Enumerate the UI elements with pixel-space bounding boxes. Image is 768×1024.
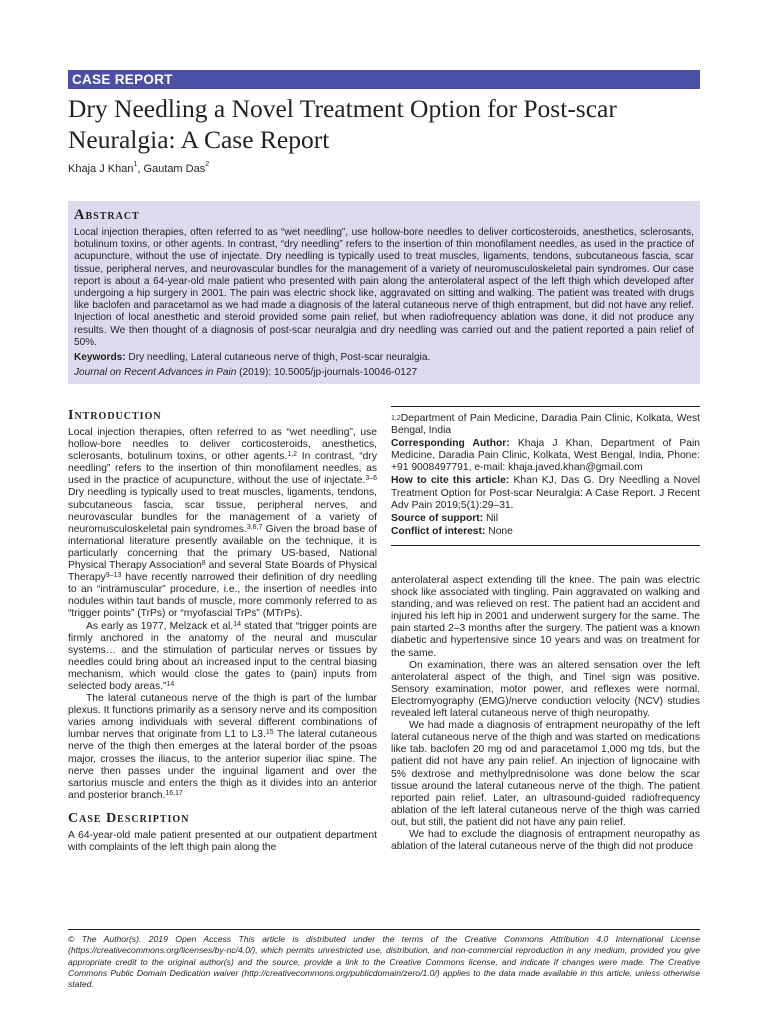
citation-ref: 3,6,7 <box>246 523 263 531</box>
article-info-box <box>391 406 700 546</box>
journal-citation <box>74 367 694 379</box>
paragraph: Local injection therapies, often referred to as “wet needling”, use hollow-bore needles to deliver corticosteroids, anesthetics, sclerosants, botulinum toxins, or other agents.$^{1,2}$ In contrast, “dry needling” refers to the insertion of thin monofilament needles, as used in the practice of acupuncture, without the use of injectate.$^{3-6}$ Dry needling is typically used to treat muscles, ligaments, tendons, subcutaneous fascia, scar tissue, peripheral nerves, and neurovascular bundles for the management of a variety of neuromusculoskeletal pain syndromes.$^{3,6,7}$ Given the broad base of international literature presently available on the technique, it is particularly concerning that the primary US-based, National Physical Therapy Association$^8$ and several State Boards of Physical Therapy$^{9-13}$ have recently narrowed their definition of dry needling to an “intramuscular” procedure, i.e., the insertion of needles into nodules within taut bands of muscle, more commonly referred to as “trigger points” (TrPs) or “myofascial TrPs” (MTrPs). <box>68 427 377 620</box>
keywords-value: Dry needling, Lateral cutaneous nerve of thigh, Post-scar neuralgia. <box>125 352 431 364</box>
author-separator: , <box>137 163 144 175</box>
paragraph: As early as 1977, Melzack et al.$^{14}$ stated that “trigger points are firmly anchored in the anatomy of the neural and muscular systems… and the stimulation of particular nerves or tissues by needles could bring about an increased input to the central biasing mechanism, which would close the gates to (pain) inputs from selected body areas.”$^{14}$ <box>68 620 377 692</box>
license-footer: © The Author(s). 2019 Open Access This article is distributed under the terms of the Creative Commons Attribution 4.0 International License (https://creativecommons.org/licenses/by-nc/4.0/), which permits unrestricted use, distribution, and non-commercial reproduction in any medium, provided you give appropriate credit to the original author(s) and the source, provide a link to the Creative Commons license, and indicate if changes were made. The Creative Commons Public Domain Dedication waiver (http://creativecommons.org/publicdomain/zero/1.0/) applies to the data made available in this article, unless otherwise stated. <box>68 929 700 990</box>
citation-ref: 14 <box>233 620 241 628</box>
journal-name: Journal on Recent Advances in Pain <box>74 367 237 379</box>
paragraph: The lateral cutaneous nerve of the thigh is part of the lumbar plexus. It functions primarily as a sensory nerve and its composition varies among individuals with several different combinations of lumbar nerves that originate from L1 to L3.15 The lateral cutaneous nerve of the thigh then emerges at the lateral border of the psoas major, crosses the iliacus, to the anterior superior iliac spine. The nerve then passes under the inguinal ligament and over the sartorius muscle and enters the thigh as it divides into an anterior and posterior branch.$^{16,17}$ <box>68 693 377 801</box>
citation-ref: 3–6 <box>365 475 377 483</box>
paragraph: A 64-year-old male patient presented at our outpatient department with complaints of the left thigh pain along the <box>68 829 377 853</box>
author-list <box>68 163 209 175</box>
abstract-text: Local injection therapies, often referred to as “wet needling”, use hollow-bore needles to deliver corticosteroids, anesthetics, sclerosants, botulinum toxins, or other agents. In contrast, “dry needling” refers to the insertion of thin monofilament needles, as used in the practice of acupuncture, without the use of injectate. Dry needling is typically used to treat muscles, ligaments, tendons, subcutaneous fascia, scar tissue, peripheral nerves, and neurovascular bundles for the management of a variety of neuromusculoskeletal pain syndromes. Our case report is about a 64-year-old male patient who presented with pain along the anterolateral aspect of the left thigh which developed after undergoing a hip surgery in 2001. The pain was electric shock like, aggravated on sitting and walking. The patient was treated with drugs like baclofen and paracetamol as we had made a diagnosis of the lateral cutaneous nerve of thigh entrapment, but did not have any relief. Injection of local anesthetic and steroid provided some pain relief, but when radiofrequency ablation was done, it did not produce any results. We then thought of a diagnosis of post-scar neuralgia and dry needling was carried out and the patient reported a pain relief of 50%. <box>74 227 694 348</box>
article-type-banner: CASE REPORT <box>68 70 700 89</box>
abstract-heading: Abstract <box>74 207 140 223</box>
section-heading-case-description: Case Description <box>68 810 190 826</box>
source-of-support: Source of support: Nil <box>391 512 498 524</box>
affiliation: $^{1,2}$Department of Pain Medicine, Daradia Pain Clinic, Kolkata, West Bengal, India <box>391 413 700 437</box>
conflict-of-interest: Conflict of interest: None <box>391 525 513 537</box>
affiliation-ref: 1,2 <box>391 415 401 422</box>
section-heading-introduction: Introduction <box>68 408 162 423</box>
paragraph: anterolateral aspect extending till the knee. The pain was electric shock like associated with tingling. Pain aggravated on walking and standing, and was relieved on rest. The patient had an accident and injured his left hip in 2001 and underwent surgery for the same. The pain started 2–3 months after the surgery. The patient was a known diabetic and hypertensive since 10 years and was on treatment for the same. <box>391 575 700 659</box>
author-name: Gautam Das <box>143 163 206 175</box>
article-title: Dry Needling a Novel Treatment Option for Post-scar Neuralgia: A Case Report <box>68 94 617 154</box>
affiliation-ref: 1 <box>133 161 138 168</box>
abstract-box <box>68 201 700 384</box>
paragraph: On examination, there was an altered sensation over the left anterolateral aspect of the thigh, and Tinel sign was positive. Sensory examination, motor power, and reflexes were normal. Electromyography (EMG)/nerve conduction velocity (NCV) studies revealed left lateral cutaneous nerve of thigh neuropathy. <box>391 659 700 720</box>
citation-ref: 16,17 <box>165 789 183 797</box>
paragraph: We had to exclude the diagnosis of entrapment neuropathy as ablation of the lateral cutaneous nerve of the thigh did not produce <box>391 828 700 853</box>
citation-ref: 8 <box>201 560 206 568</box>
citation-ref: 9–13 <box>105 572 122 580</box>
left-column <box>68 408 377 854</box>
keywords <box>74 352 694 364</box>
author-name: Khaja J Khan <box>68 163 134 175</box>
keywords-label: Keywords: <box>74 352 126 364</box>
corresponding-author: Corresponding Author: Khaja J Khan, Department of Pain Medicine, Daradia Pain Clinic, Kolkata, West Bengal, India, Phone: +91 9008497791, e-mail: khaja.javed.khan@gmail.com <box>391 438 700 474</box>
right-column <box>391 575 700 853</box>
journal-doi: (2019): 10.5005/jp-journals-10046-0127 <box>236 367 418 379</box>
citation-ref: 14 <box>166 680 175 688</box>
affiliation-ref: 2 <box>205 161 210 168</box>
citation-ref: 1,2 <box>287 451 298 459</box>
citation-ref: 15 <box>265 729 274 737</box>
paragraph: We had made a diagnosis of entrapment neuropathy of the left lateral cutaneous nerve of the thigh and was started on medications like tab. baclofen 20 mg od and paracetamol 1,000 mg tds, but the patient did not have any pain relief. An injection of lignocaine with 5% dextrose and methylprednisolone was done below the scar tissue around the lateral cutaneous nerve of the thigh. The patient reported pain relief. Later, an ultrasound-guided radiofrequency ablation of the left lateral cutaneous nerve of the thigh was carried out, but still, the patient did not have any pain relief. <box>391 720 700 828</box>
how-to-cite: How to cite this article: Khan KJ, Das G. Dry Needling a Novel Treatment Option for Post-scar Neuralgia: A Case Report. J Recent Adv Pain 2019;5(1):29–31. <box>391 475 701 511</box>
